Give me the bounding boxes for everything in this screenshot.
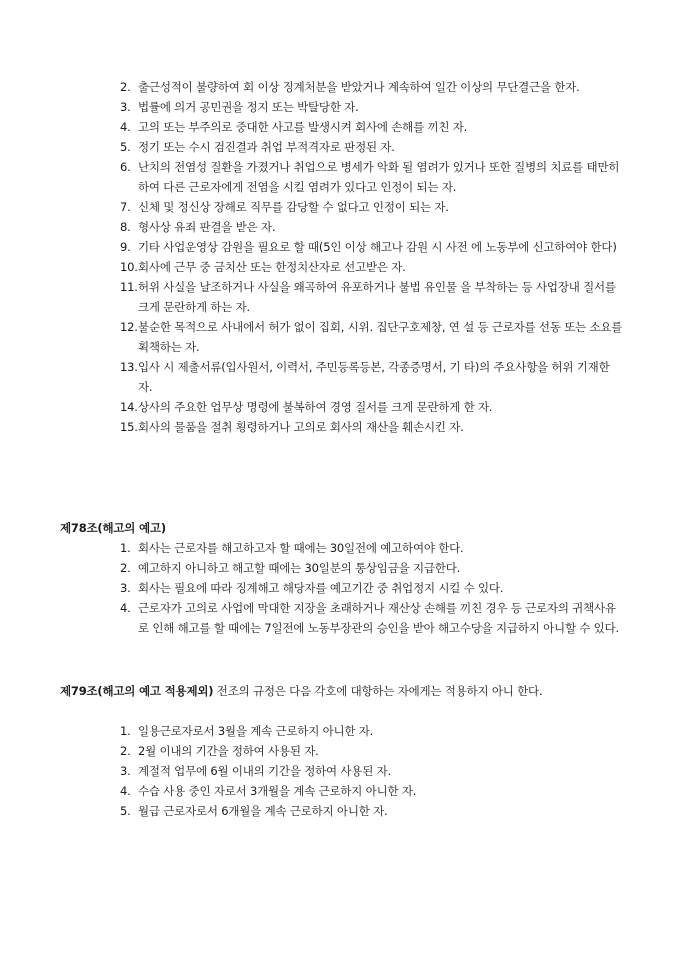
article-79-list [120,721,626,821]
item-text: 법률에 의거 공민권을 정지 또는 박탈당한 자. [138,100,359,114]
list-item [120,801,626,821]
dismissal-grounds-list [120,77,626,437]
item-number: 11. [120,280,138,294]
item-text: 계절적 업무에 6월 이내의 기간을 정하여 사용된 자. [138,764,391,778]
article-78-heading [60,518,626,538]
list-item [120,317,626,357]
list-item [120,197,626,217]
item-number: 1. [120,724,131,738]
item-number: 4. [120,601,131,615]
item-text: 상사의 주요한 업무상 명령에 불복하여 경영 질서를 크게 문란하게 한 자. [138,400,493,414]
article-78-title: 제78조(해고의 예고) [60,521,166,535]
list-item [120,417,626,437]
list-item [120,137,626,157]
list-item [120,217,626,237]
item-number: 7. [120,200,131,214]
list-item [120,781,626,801]
item-number: 5. [120,804,131,818]
list-item [120,761,626,781]
item-text: 회사는 필요에 따라 징계해고 해당자를 예고기간 중 취업정지 시킬 수 있다. [138,581,504,595]
item-text: 일용근로자로서 3월을 계속 근로하지 아니한 자. [138,724,374,738]
article-79-heading [60,681,626,701]
list-item [120,741,626,761]
item-text: 월급 근로자로서 6개월을 계속 근로하지 아니한 자. [138,804,388,818]
item-number: 5. [120,140,131,154]
list-item [120,721,626,741]
item-text: 난치의 전염성 질환을 가졌거나 취업으로 병세가 악화 될 염려가 있거나 또한 질병의 치료를 태만히 하여 다른 근로자에게 전염을 시킬 염려가 있다고 인정이 되는 자. [138,160,620,194]
list-item [120,117,626,137]
item-text: 입사 시 제출서류(입사원서, 이력서, 주민등록등본, 각종증명서, 기 타)의 주요사항을 허위 기재한 자. [138,360,610,394]
list-item [120,558,626,578]
item-number: 2. [120,561,131,575]
item-text: 예고하지 아니하고 해고할 때에는 30일분의 통상임금을 지급한다. [138,561,461,575]
item-text: 불순한 목적으로 사내에서 허가 없이 집회, 시위. 집단구호제창, 연 설 등 근로자를 선동 또는 소요를 획책하는 자. [138,320,623,354]
item-number: 3. [120,764,131,778]
item-text: 회사는 근로자를 해고하고자 할 때에는 30일전에 예고하여야 한다. [138,541,464,555]
article-79-intro: 전조의 규정은 다음 각호에 대항하는 자에게는 적용하지 아니 한다. [213,684,543,698]
list-item [120,538,626,558]
item-text: 수습 사용 중인 자로서 3개월을 계속 근로하지 아니한 자. [138,784,417,798]
list-item [120,578,626,598]
list-item [120,97,626,117]
item-number: 14. [120,400,138,414]
list-item [120,257,626,277]
list-item [120,277,626,317]
item-number: 2. [120,744,131,758]
item-number: 8. [120,220,131,234]
item-text: 정기 또는 수시 검진결과 취업 부적격자로 판정된 자. [138,140,395,154]
item-number: 4. [120,120,131,134]
item-number: 3. [120,581,131,595]
list-item [120,237,626,257]
list-item [120,598,626,638]
item-number: 1. [120,541,131,555]
list-item [120,157,626,197]
item-number: 4. [120,784,131,798]
item-text: 출근성적이 불량하여 회 이상 징계처분을 받았거나 계속하여 일간 이상의 무단결근을 한자. [138,80,580,94]
item-number: 3. [120,100,131,114]
item-text: 고의 또는 부주의로 중대한 사고를 발생시켜 회사에 손해를 끼친 자. [138,120,468,134]
item-text: 기타 사업운영상 감원을 필요로 할 때(5인 이상 해고나 감원 시 사전 에 노동부에 신고하여야 한다) [138,240,617,254]
item-number: 10. [120,260,138,274]
list-item [120,357,626,397]
item-number: 15. [120,420,138,434]
item-number: 6. [120,160,131,174]
item-text: 신체 및 정신상 장해로 직무를 감당할 수 없다고 인정이 되는 자. [138,200,449,214]
article-78-list [120,538,626,638]
item-text: 근로자가 고의로 사업에 막대한 지장을 초래하거나 재산상 손해를 끼친 경우 등 근로자의 귀책사유로 인해 해고를 할 때에는 7일전에 노동부장관의 승인을 받아 해고수당을 지급하지 아니할 수 있다. [138,601,619,635]
item-text: 형사상 유죄 판결을 받은 자. [138,220,276,234]
item-number: 13. [120,360,138,374]
item-text: 회사에 근무 중 금치산 또는 한정치산자로 선고받은 자. [138,260,406,274]
item-number: 2. [120,80,131,94]
item-text: 허위 사실을 날조하거나 사실을 왜곡하여 유포하거나 불법 유인물 을 부착하는 등 사업장내 질서를 크게 문란하게 하는 자. [138,280,616,314]
item-number: 9. [120,240,131,254]
item-number: 12. [120,320,138,334]
list-item [120,77,626,97]
item-text: 회사의 물품을 절취 횡령하거나 고의로 회사의 재산을 훼손시킨 자. [138,420,464,434]
article-79-title: 제79조(해고의 예고 적용제외) [60,684,214,698]
list-item [120,397,626,417]
item-text: 2월 이내의 기간을 정하여 사용된 자. [138,744,319,758]
